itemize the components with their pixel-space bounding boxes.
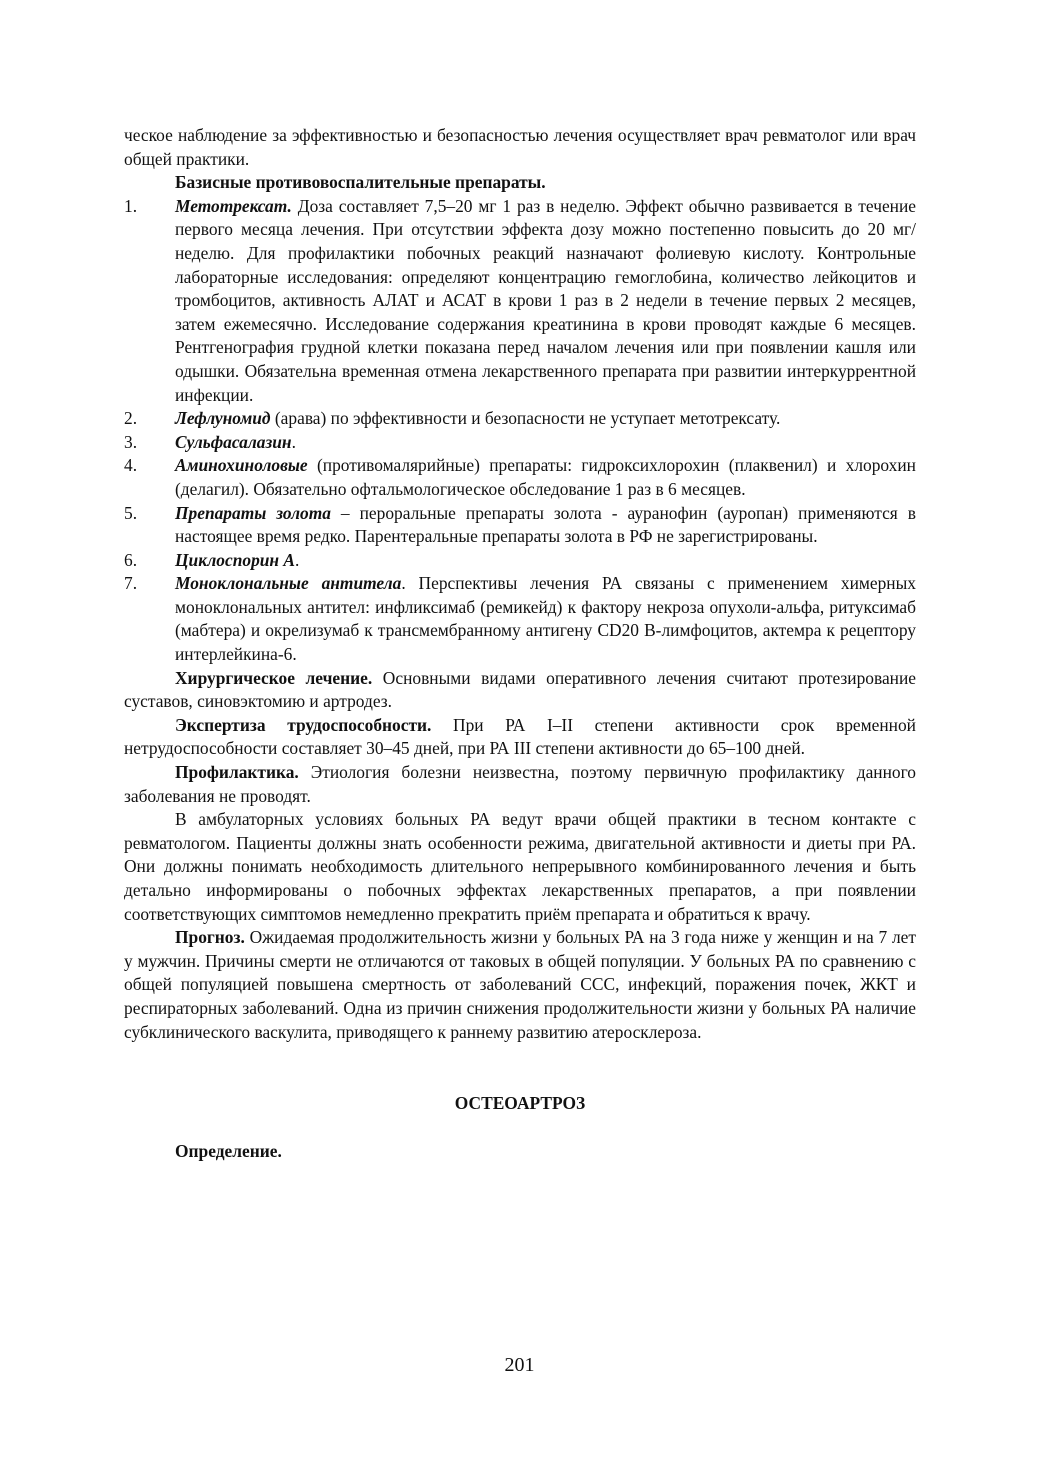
- expertise-text: При РА I–II степени активности срок временной нетрудоспособности составляет 30–45 дней, при РА III степени активности до 65–100 дней.: [124, 714, 916, 759]
- drug-description: .: [291, 431, 296, 452]
- prevention-heading: Профилактика.: [175, 762, 299, 783]
- expertise-heading: Экспертиза трудоспособности.: [175, 714, 432, 735]
- drug-name: Циклоспорин А: [175, 549, 296, 570]
- section-title: ОСТЕОАРТРОЗ: [454, 1093, 586, 1114]
- prognosis-paragraph: [124, 926, 916, 1044]
- list-item-number: 3.: [124, 431, 138, 452]
- drug-name: Лефлуномид: [175, 408, 271, 429]
- list-item: [124, 549, 916, 573]
- expertise-paragraph: [124, 714, 916, 761]
- drug-description: (арава) по эффективности и безопасности не уступает метотрексату.: [270, 408, 781, 429]
- drug-name: Сульфасалазин: [175, 431, 292, 452]
- drug-name: Метотрексат.: [175, 195, 292, 216]
- drug-name: Моноклональные антитела: [175, 573, 402, 594]
- prevention-text: Этиология болезни неизвестна, поэтому первичную профилактику данного заболевания не проводят.: [124, 762, 916, 806]
- list-item: [124, 431, 916, 455]
- list-item-number: 5.: [124, 502, 138, 523]
- document-page: [124, 124, 916, 1163]
- prognosis-heading: Прогноз.: [175, 927, 245, 948]
- list-item: [124, 407, 916, 431]
- basic-drugs-heading: Базисные противовоспалительные препараты.: [175, 172, 546, 193]
- list-item-number: 6.: [124, 549, 138, 570]
- basic-drugs-list: [124, 195, 916, 667]
- surgery-paragraph: [124, 667, 916, 714]
- drug-name: Аминохиноловые: [175, 455, 308, 476]
- surgery-text: Основными видами оперативного лечения считают протезирование суставов, синовэктомию и артродез.: [124, 667, 916, 712]
- drug-description: .: [295, 549, 300, 570]
- list-item: [124, 502, 916, 549]
- drug-description: Доза составляет 7,5–20 мг 1 раз в неделю. Эффект обычно развивается в течение первого месяца лечения. При отсутствии эффекта дозу можно постепенно повысить до 20 мг/неделю. Для профилактики побочных реакций назначают фолиевую кислоту. Контрольные лабораторные исследования: определяют концентрацию гемоглобина, количество лейкоцитов и тромбоцитов, активность АЛАТ и АСАТ в крови 1 раз в 2 недели в течение первых 2 месяцев, затем ежемесячно. Исследование содержания креатинина в крови проводят каждые 6 месяцев. Рентгенография грудной клетки показана перед началом лечения или при появлении кашля или одышки. Обязательна временная отмена лекарственного препарата при развитии интеркуррентной инфекции.: [175, 195, 916, 405]
- definition-heading: Определение.: [175, 1140, 282, 1161]
- list-item: [124, 454, 916, 501]
- list-item: [124, 572, 916, 666]
- drug-name: Препараты золота: [175, 502, 331, 523]
- outpatient-paragraph: В амбулаторных условиях больных РА ведут врачи общей практики в тесном контакте с ревматологом. Пациенты должны знать особенности режима, двигательной активности и диеты при РА. Они должны понимать необходимость длительного непрерывного комбинированного лечения и быть детально информированы о побочных эффектах лекарственных препаратов, а при появлении соответствующих симптомов немедленно прекратить приём препарата и обратиться к врачу.: [124, 809, 916, 924]
- prevention-paragraph: [124, 761, 916, 808]
- intro-paragraph: ческое наблюдение за эффективностью и безопасностью лечения осуществляет врач ревматолог или врач общей практики.: [124, 125, 916, 169]
- list-item-number: 4.: [124, 455, 138, 476]
- list-item: [124, 195, 916, 407]
- page-number: 201: [504, 1354, 535, 1376]
- list-item-number: 7.: [124, 573, 138, 594]
- drug-description: . Перспективы лечения РА связаны с применением химерных моноклональных антител: инфликсимаб (ремикейд) к фактору некроза опухоли-альфа, ритуксимаб (мабтера) и окрелизумаб к трансмембранному антигену CD20 В-лимфоцитов, актемра к рецептору интерлейкина-6.: [175, 573, 916, 665]
- list-item-number: 2.: [124, 408, 138, 429]
- drug-description: – пероральные препараты золота - ауранофин (ауропан) применяются в настоящее время редко. Парентеральные препараты золота в РФ не зарегистрированы.: [175, 502, 916, 547]
- drug-description: (противомалярийные) препараты: гидроксихлорохин (плаквенил) и хлорохин (делагил). Обязательно офтальмологическое обследование 1 раз в 6 месяцев.: [175, 455, 916, 499]
- surgery-heading: Хирургическое лечение.: [175, 667, 373, 688]
- list-item-number: 1.: [124, 195, 138, 216]
- prognosis-text: Ожидаемая продолжительность жизни у больных РА на 3 года ниже у женщин и на 7 лет у мужчин. Причины смерти не отличаются от таковых в общей популяции. У больных РА по сравнению с общей популяцией повышена смертность от заболеваний ССС, инфекций, поражения почек, ЖКТ и респираторных заболеваний. Одна из причин снижения продолжительности жизни у больных РА наличие субклинического васкулита, приводящего к раннему развитию атеросклероза.: [124, 927, 916, 1042]
